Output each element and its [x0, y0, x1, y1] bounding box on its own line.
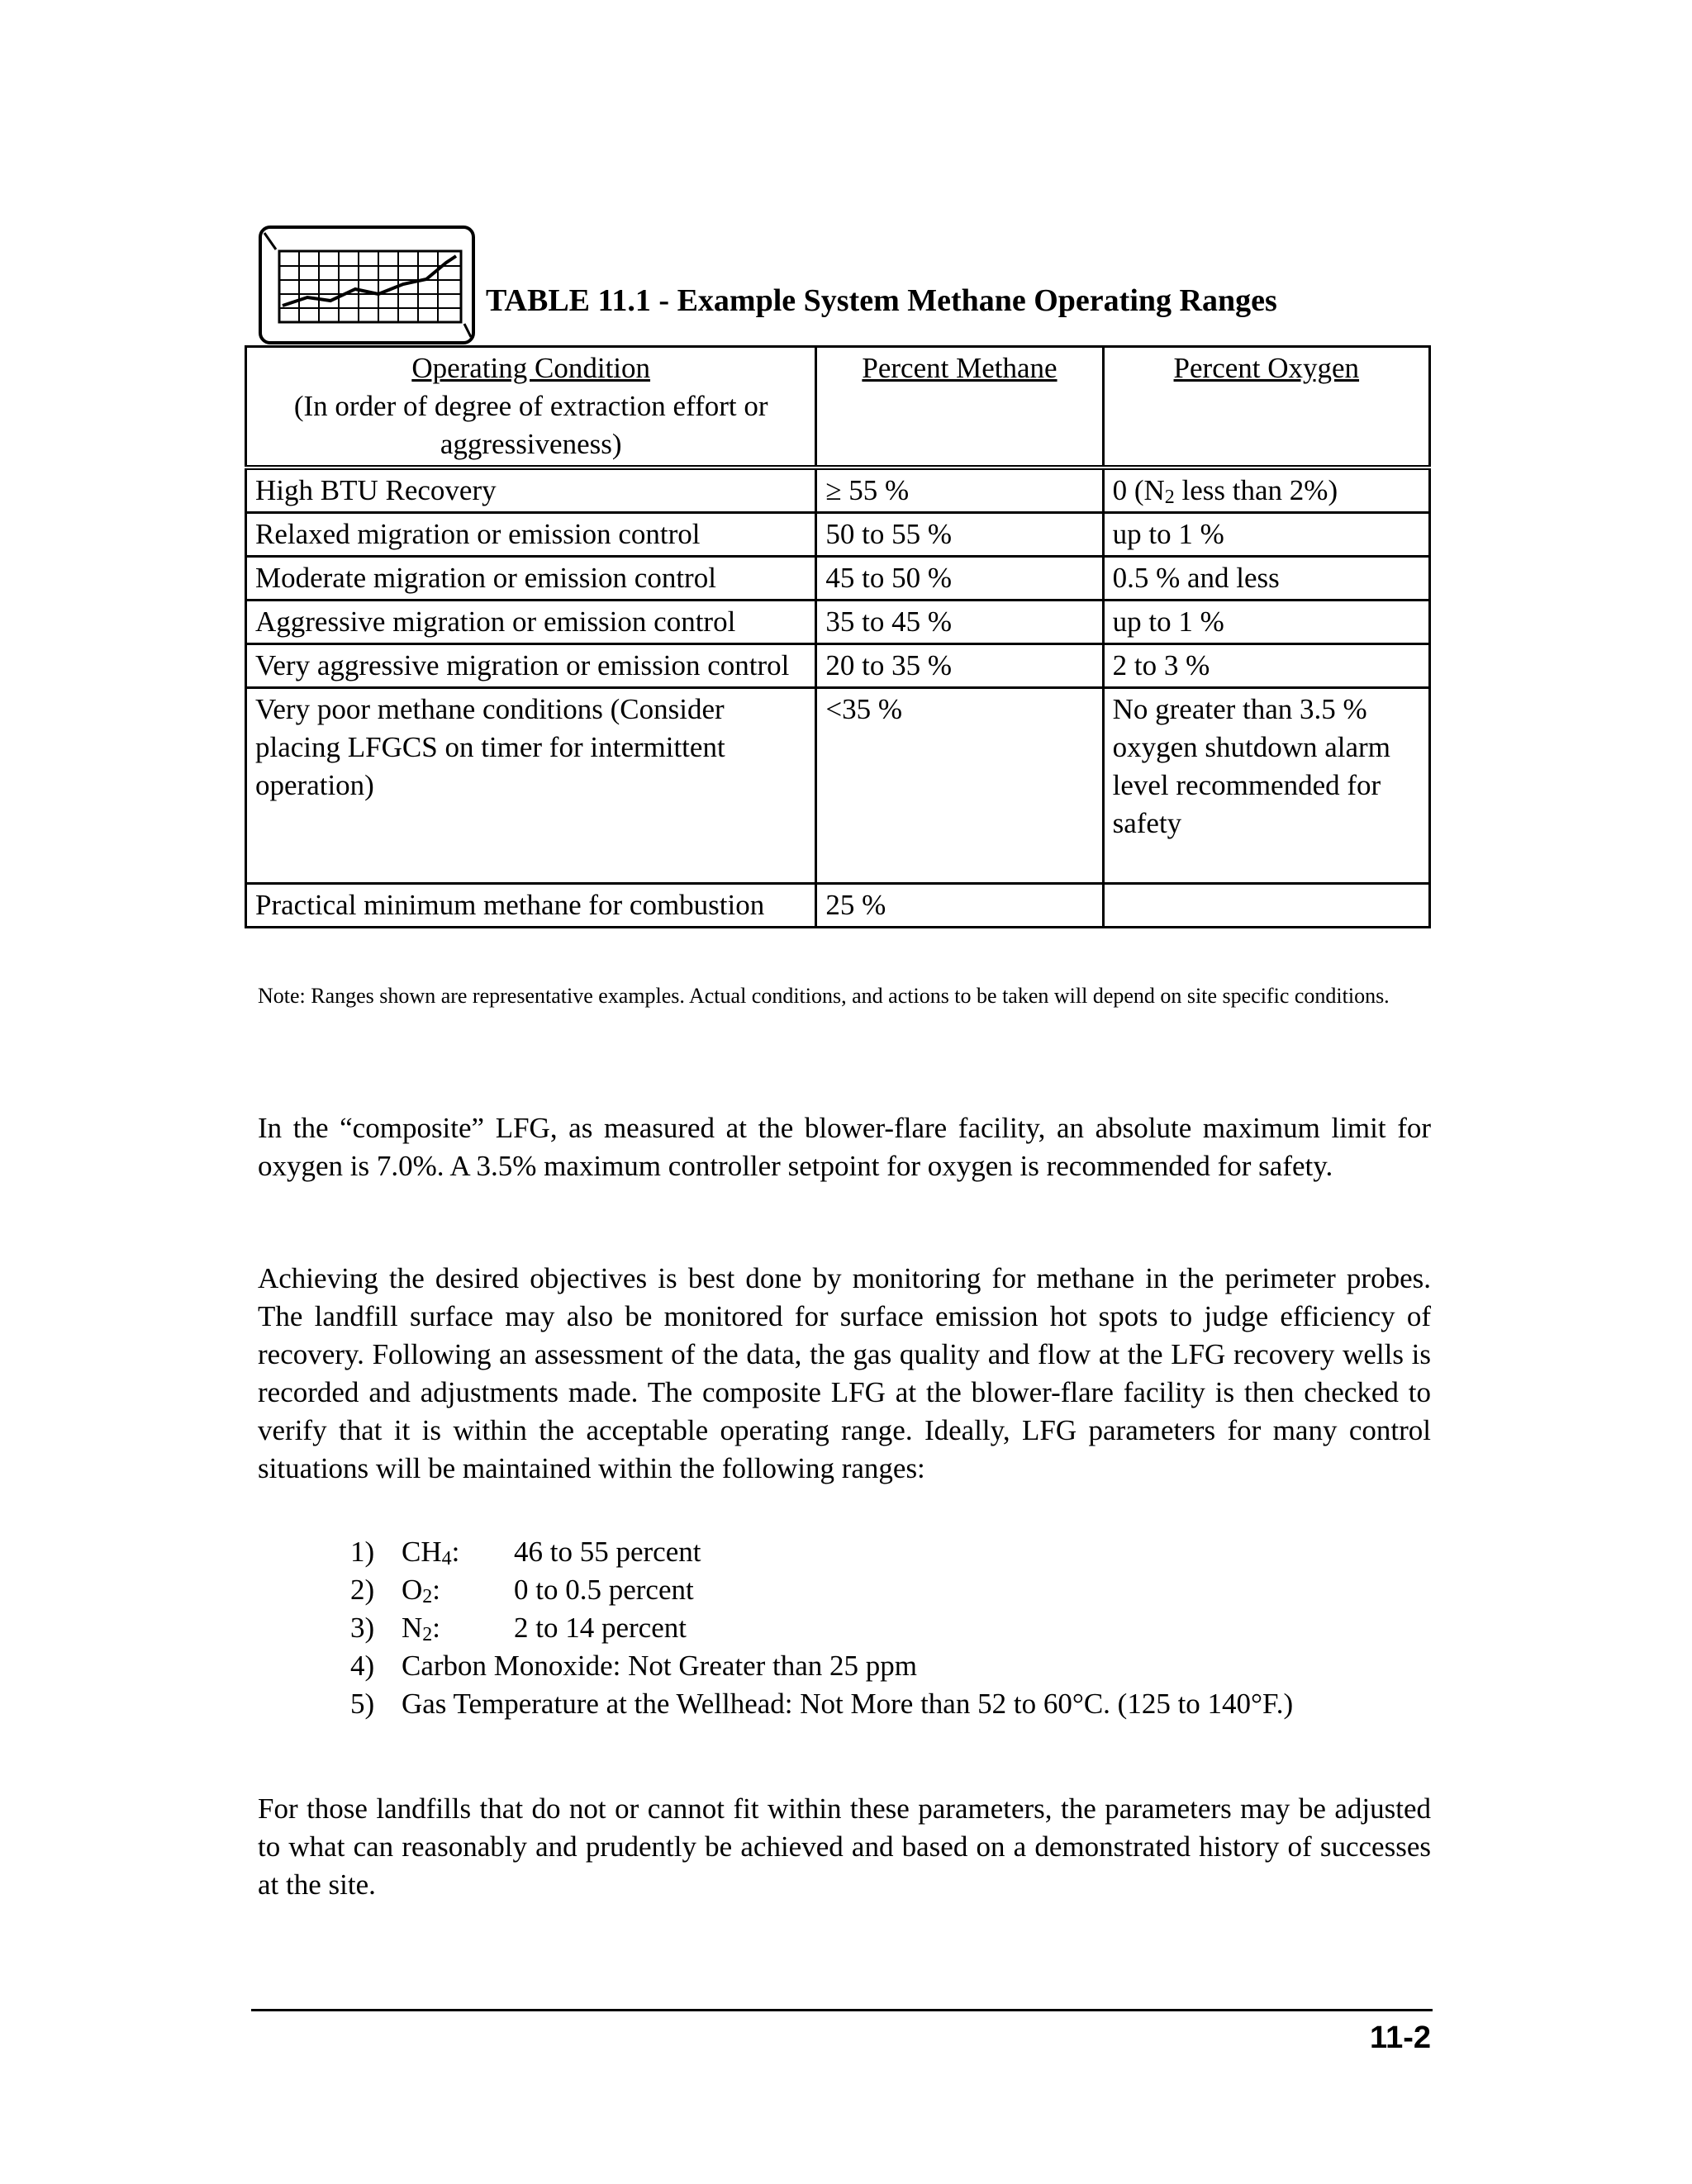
cell-condition: Practical minimum methane for combustion: [246, 884, 816, 928]
table-note: Note: Ranges shown are representative examples. Actual conditions, and actions to be taken will depend on site specific conditions.: [258, 984, 1390, 1008]
chart-icon: [258, 225, 478, 349]
list-item: 3) $N_2$: 2 to 14 percent: [350, 1612, 687, 1645]
paragraph-objectives: Achieving the desired objectives is best done by monitoring for methane in the perimeter probes. The landfill surface may also be monitored for surface emission hot spots to judge efficiency of recovery. Following an assessment of the data, the gas quality and flow at the LFG recovery wells is recorded and adjustments made. The composite LFG at the blower-flare facility is then checked to verify that it is within the acceptable operating range. Ideally, LFG parameters for many control situations will be maintained within the following ranges:: [258, 1262, 1431, 1484]
cell-oxygen: 2 to 3 %: [1103, 644, 1429, 688]
table-header-row: [246, 347, 1430, 468]
cell-condition: Moderate migration or emission control: [246, 557, 816, 601]
methane-operating-ranges-table: [245, 345, 1431, 928]
table-row: [246, 601, 1430, 644]
cell-oxygen: up to 1 %: [1103, 601, 1429, 644]
cell-methane: ≥ 55 %: [816, 468, 1103, 513]
list-item: 1) $CH_4$: 46 to 55 percent: [350, 1536, 701, 1569]
parameter-ranges-list: [350, 1533, 1424, 1723]
table-row: [246, 644, 1430, 688]
header-condition-sub: (In order of degree of extraction effort or aggressiveness): [293, 390, 768, 460]
cell-methane: 25 %: [816, 884, 1103, 928]
cell-oxygen: No greater than 3.5 % oxygen shutdown alarm level recommended for safety: [1103, 688, 1429, 884]
table-row: [246, 884, 1430, 928]
cell-oxygen: [1103, 884, 1429, 928]
header-percent-methane: Percent Methane: [816, 347, 1103, 468]
cell-oxygen: 0.5 % and less: [1103, 557, 1429, 601]
header-percent-oxygen: Percent Oxygen: [1103, 347, 1429, 468]
page-number: 11-2: [1370, 2020, 1431, 2055]
cell-methane: 20 to 35 %: [816, 644, 1103, 688]
cell-oxygen: up to 1 %: [1103, 513, 1429, 557]
table-row: [246, 513, 1430, 557]
table-row: [246, 468, 1430, 513]
header-operating-condition: [246, 347, 816, 468]
header-condition-label: Operating Condition: [411, 352, 651, 384]
cell-condition: Relaxed migration or emission control: [246, 513, 816, 557]
list-item: 4) Carbon Monoxide: Not Greater than 25 ppm: [350, 1650, 918, 1682]
cell-condition: High BTU Recovery: [246, 468, 816, 513]
cell-condition: Very aggressive migration or emission control: [246, 644, 816, 688]
cell-methane: 50 to 55 %: [816, 513, 1103, 557]
paragraph-oxygen-limit: In the “composite” LFG, as measured at the blower-flare facility, an absolute maximum limit for oxygen is 7.0%. A 3.5% maximum controller setpoint for oxygen is recommended for safety.: [258, 1112, 1431, 1182]
table-title-row: [258, 225, 1431, 349]
list-item: 2) $O_2$: 0 to 0.5 percent: [350, 1574, 694, 1607]
table-title: TABLE 11.1 - Example System Methane Operating Ranges: [486, 283, 1277, 318]
cell-condition: Aggressive migration or emission control: [246, 601, 816, 644]
footer-rule: [251, 2009, 1433, 2011]
cell-condition: Very poor methane conditions (Consider placing LFGCS on timer for intermittent operation): [246, 688, 816, 884]
cell-methane: <35 %: [816, 688, 1103, 884]
cell-methane: 35 to 45 %: [816, 601, 1103, 644]
table-row: [246, 557, 1430, 601]
cell-methane: 45 to 50 %: [816, 557, 1103, 601]
paragraph-adjustments: For those landfills that do not or cannot fit within these parameters, the parameters may be adjusted to what can reasonably and prudently be achieved and based on a demonstrated history of successes at the site.: [258, 1792, 1431, 1901]
table-row: [246, 688, 1430, 884]
cell-oxygen: 0 ($N_2$ less than 2%): [1103, 468, 1429, 513]
list-item: 5) Gas Temperature at the Wellhead: Not More than 52 to 60°C. (125 to 140°F.): [350, 1688, 1294, 1720]
